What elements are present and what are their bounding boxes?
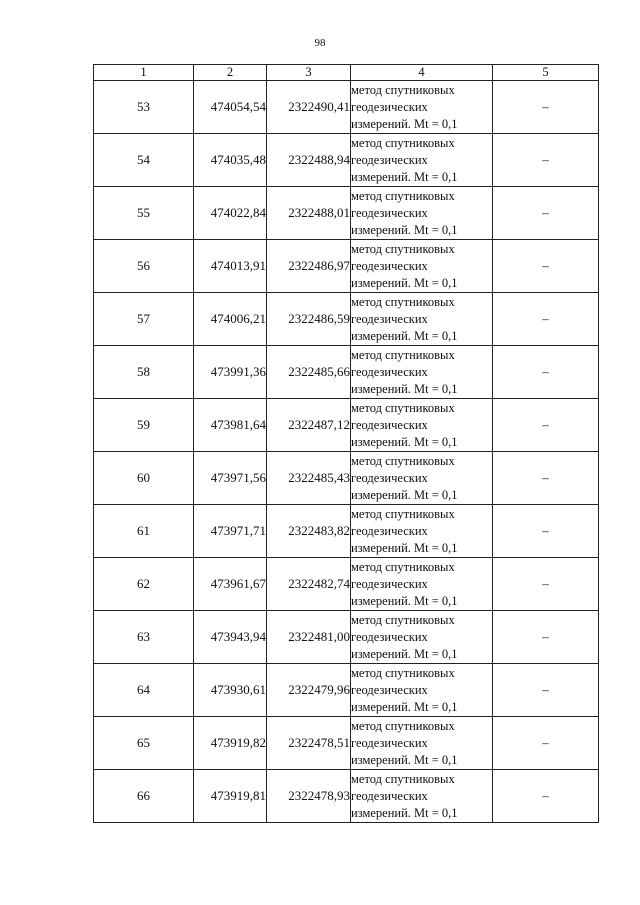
x-coordinate-cell: 473943,94 (194, 611, 267, 664)
point-number-cell: 62 (94, 558, 194, 611)
x-coordinate-cell: 474035,48 (194, 134, 267, 187)
x-coordinate-cell: 473930,61 (194, 664, 267, 717)
method-line-1: метод спутниковых (351, 559, 455, 574)
method-cell (351, 611, 493, 664)
note-cell: – (493, 187, 599, 240)
table-row (94, 558, 599, 611)
y-coordinate-cell: 2322486,59 (267, 293, 351, 346)
column-header-4: 4 (351, 65, 493, 81)
method-line-3: измерений. Mt = 0,1 (351, 752, 458, 767)
x-coordinate-cell: 473961,67 (194, 558, 267, 611)
point-number-cell: 54 (94, 134, 194, 187)
y-coordinate-cell: 2322479,96 (267, 664, 351, 717)
method-line-3: измерений. Mt = 0,1 (351, 434, 458, 449)
note-cell: – (493, 134, 599, 187)
table-row (94, 452, 599, 505)
method-cell (351, 664, 493, 717)
method-cell (351, 770, 493, 823)
method-line-2: геодезических (351, 788, 428, 803)
x-coordinate-cell: 474054,54 (194, 81, 267, 134)
x-coordinate-cell: 473919,81 (194, 770, 267, 823)
note-cell: – (493, 505, 599, 558)
coordinates-table (93, 64, 599, 823)
note-cell: – (493, 611, 599, 664)
note-cell: – (493, 346, 599, 399)
y-coordinate-cell: 2322490,41 (267, 81, 351, 134)
header-row (94, 65, 599, 81)
method-cell (351, 134, 493, 187)
method-line-2: геодезических (351, 682, 428, 697)
point-number-cell: 58 (94, 346, 194, 399)
y-coordinate-cell: 2322485,43 (267, 452, 351, 505)
table-row (94, 505, 599, 558)
note-cell: – (493, 240, 599, 293)
point-number-cell: 60 (94, 452, 194, 505)
table-row (94, 293, 599, 346)
x-coordinate-cell: 474022,84 (194, 187, 267, 240)
method-cell (351, 558, 493, 611)
method-line-1: метод спутниковых (351, 718, 455, 733)
method-line-3: измерений. Mt = 0,1 (351, 275, 458, 290)
method-line-2: геодезических (351, 311, 428, 326)
method-line-3: измерений. Mt = 0,1 (351, 116, 458, 131)
method-line-3: измерений. Mt = 0,1 (351, 593, 458, 608)
method-line-1: метод спутниковых (351, 612, 455, 627)
note-cell: – (493, 293, 599, 346)
y-coordinate-cell: 2322483,82 (267, 505, 351, 558)
method-line-3: измерений. Mt = 0,1 (351, 487, 458, 502)
column-header-2: 2 (194, 65, 267, 81)
method-line-3: измерений. Mt = 0,1 (351, 699, 458, 714)
point-number-cell: 65 (94, 717, 194, 770)
point-number-cell: 66 (94, 770, 194, 823)
method-line-2: геодезических (351, 99, 428, 114)
point-number-cell: 53 (94, 81, 194, 134)
point-number-cell: 59 (94, 399, 194, 452)
y-coordinate-cell: 2322486,97 (267, 240, 351, 293)
method-cell (351, 505, 493, 558)
point-number-cell: 55 (94, 187, 194, 240)
method-line-3: измерений. Mt = 0,1 (351, 805, 458, 820)
x-coordinate-cell: 473991,36 (194, 346, 267, 399)
y-coordinate-cell: 2322488,94 (267, 134, 351, 187)
method-line-2: геодезических (351, 417, 428, 432)
y-coordinate-cell: 2322488,01 (267, 187, 351, 240)
method-cell (351, 346, 493, 399)
method-line-1: метод спутниковых (351, 453, 455, 468)
page-number: 98 (314, 37, 326, 49)
y-coordinate-cell: 2322487,12 (267, 399, 351, 452)
table-row (94, 611, 599, 664)
method-line-1: метод спутниковых (351, 506, 455, 521)
method-line-1: метод спутниковых (351, 771, 455, 786)
y-coordinate-cell: 2322478,93 (267, 770, 351, 823)
table-row (94, 187, 599, 240)
table-row (94, 134, 599, 187)
method-cell (351, 240, 493, 293)
method-line-2: геодезических (351, 523, 428, 538)
method-line-2: геодезических (351, 735, 428, 750)
method-line-2: геодезических (351, 629, 428, 644)
method-line-1: метод спутниковых (351, 665, 455, 680)
method-cell (351, 81, 493, 134)
x-coordinate-cell: 473919,82 (194, 717, 267, 770)
point-number-cell: 57 (94, 293, 194, 346)
table-row (94, 346, 599, 399)
x-coordinate-cell: 474006,21 (194, 293, 267, 346)
method-line-3: измерений. Mt = 0,1 (351, 328, 458, 343)
y-coordinate-cell: 2322485,66 (267, 346, 351, 399)
method-line-1: метод спутниковых (351, 241, 455, 256)
table-row (94, 664, 599, 717)
method-cell (351, 293, 493, 346)
point-number-cell: 64 (94, 664, 194, 717)
x-coordinate-cell: 474013,91 (194, 240, 267, 293)
method-line-1: метод спутниковых (351, 188, 455, 203)
method-line-1: метод спутниковых (351, 135, 455, 150)
method-line-3: измерений. Mt = 0,1 (351, 381, 458, 396)
table-body (94, 81, 599, 823)
column-header-1: 1 (94, 65, 194, 81)
method-line-3: измерений. Mt = 0,1 (351, 540, 458, 555)
method-line-1: метод спутниковых (351, 82, 455, 97)
x-coordinate-cell: 473971,71 (194, 505, 267, 558)
method-line-2: геодезических (351, 205, 428, 220)
table-header (94, 65, 599, 81)
x-coordinate-cell: 473981,64 (194, 399, 267, 452)
note-cell: – (493, 770, 599, 823)
note-cell: – (493, 717, 599, 770)
method-line-2: геодезических (351, 152, 428, 167)
method-line-3: измерений. Mt = 0,1 (351, 646, 458, 661)
x-coordinate-cell: 473971,56 (194, 452, 267, 505)
method-line-2: геодезических (351, 470, 428, 485)
table-row (94, 717, 599, 770)
table-row (94, 770, 599, 823)
point-number-cell: 56 (94, 240, 194, 293)
method-line-2: геодезических (351, 576, 428, 591)
method-cell (351, 452, 493, 505)
y-coordinate-cell: 2322481,00 (267, 611, 351, 664)
method-line-2: геодезических (351, 364, 428, 379)
note-cell: – (493, 558, 599, 611)
method-line-1: метод спутниковых (351, 294, 455, 309)
note-cell: – (493, 399, 599, 452)
column-header-5: 5 (493, 65, 599, 81)
table-row (94, 81, 599, 134)
method-line-3: измерений. Mt = 0,1 (351, 222, 458, 237)
point-number-cell: 63 (94, 611, 194, 664)
y-coordinate-cell: 2322482,74 (267, 558, 351, 611)
y-coordinate-cell: 2322478,51 (267, 717, 351, 770)
method-line-2: геодезических (351, 258, 428, 273)
method-cell (351, 187, 493, 240)
method-line-1: метод спутниковых (351, 400, 455, 415)
note-cell: – (493, 664, 599, 717)
table-row (94, 399, 599, 452)
method-line-1: метод спутниковых (351, 347, 455, 362)
method-line-3: измерений. Mt = 0,1 (351, 169, 458, 184)
method-cell (351, 399, 493, 452)
note-cell: – (493, 81, 599, 134)
note-cell: – (493, 452, 599, 505)
method-cell (351, 717, 493, 770)
point-number-cell: 61 (94, 505, 194, 558)
column-header-3: 3 (267, 65, 351, 81)
table-row (94, 240, 599, 293)
